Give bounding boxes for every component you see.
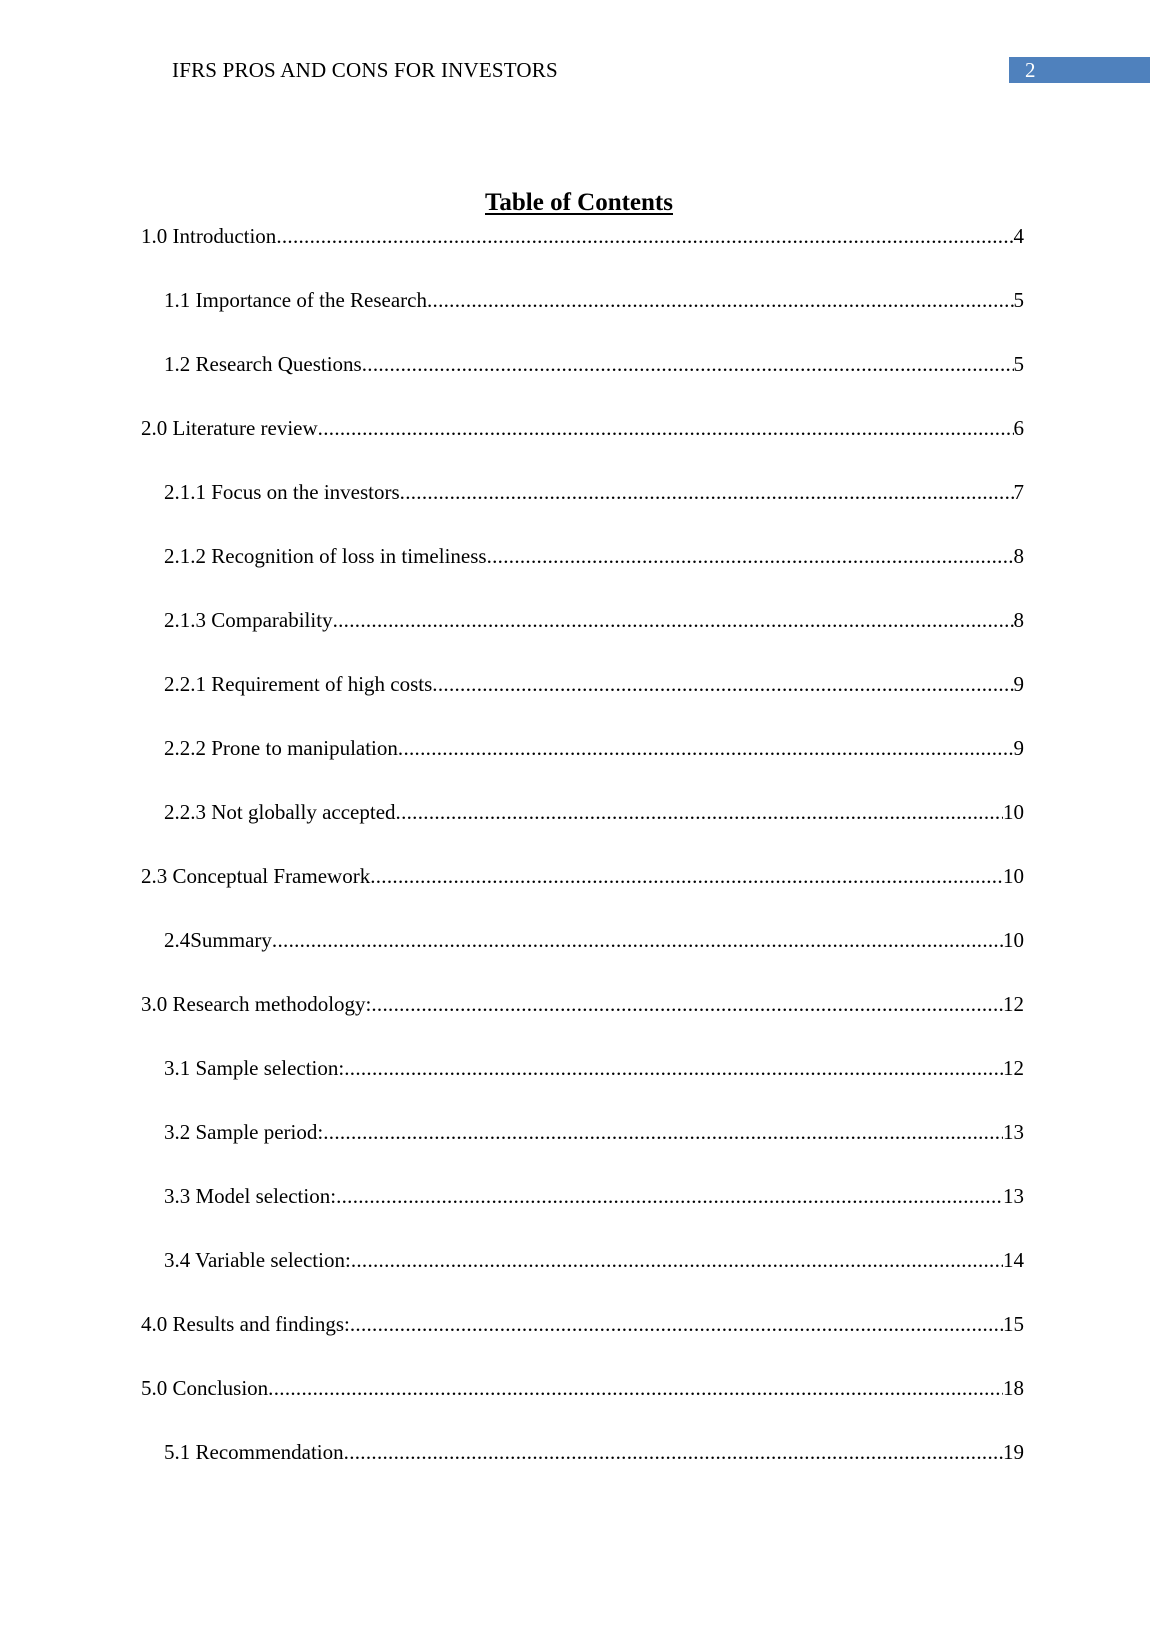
toc-entry-label: 2.4Summary: [164, 928, 272, 952]
toc-entry-page-number: 12: [1003, 992, 1024, 1016]
toc-entry-row[interactable]: [164, 350, 1024, 378]
toc-entry-label: 4.0 Results and findings:: [141, 1312, 350, 1336]
toc-entry-page-number: 10: [1003, 864, 1024, 888]
toc-entry-row[interactable]: [164, 1246, 1024, 1274]
toc-entry[interactable]: [0, 1374, 1158, 1438]
toc-entry[interactable]: [0, 862, 1158, 926]
toc-entry-row[interactable]: [141, 222, 1024, 250]
toc-entry-page-number: 19: [1003, 1440, 1024, 1464]
toc-entry-row[interactable]: [141, 990, 1024, 1018]
toc-entry-label: 3.1 Sample selection:: [164, 1056, 345, 1080]
toc-entry[interactable]: [0, 542, 1158, 606]
page-number-badge: [1009, 57, 1150, 83]
toc-entry-page-number: 18: [1003, 1376, 1024, 1400]
toc-entry[interactable]: [0, 734, 1158, 798]
toc-entry-row[interactable]: [141, 1374, 1024, 1402]
toc-dot-leader: [333, 606, 1014, 634]
toc-entry-row[interactable]: [164, 670, 1024, 698]
toc-entry-label: 1.1 Importance of the Research: [164, 288, 427, 312]
toc-entry[interactable]: [0, 478, 1158, 542]
toc-entry-page-number: 9: [1013, 736, 1024, 760]
toc-entry-row[interactable]: [164, 606, 1024, 634]
toc-dot-leader: [362, 350, 1014, 378]
toc-entry-label: 3.0 Research methodology:: [141, 992, 372, 1016]
toc-dot-leader: [336, 1182, 1003, 1210]
toc-dot-leader: [268, 1374, 1003, 1402]
toc-entry-label: 2.2.3 Not globally accepted: [164, 800, 396, 824]
toc-entry[interactable]: [0, 798, 1158, 862]
toc-dot-leader: [371, 990, 1003, 1018]
toc-entry-row[interactable]: [164, 286, 1024, 314]
toc-entry-row[interactable]: [141, 1310, 1024, 1338]
toc-entry-page-number: 15: [1003, 1312, 1024, 1336]
toc-entry-row[interactable]: [164, 926, 1024, 954]
toc-entry-label: 5.0 Conclusion: [141, 1376, 269, 1400]
toc-entry-page-number: 9: [1013, 672, 1024, 696]
toc-entry-row[interactable]: [141, 862, 1024, 890]
toc-entry-page-number: 14: [1003, 1248, 1024, 1272]
toc-entry[interactable]: [0, 1054, 1158, 1118]
toc-entry-page-number: 5: [1013, 352, 1024, 376]
toc-entry-row[interactable]: [164, 1054, 1024, 1082]
toc-entry-label: 2.2.2 Prone to manipulation: [164, 736, 398, 760]
running-head: IFRS PROS AND CONS FOR INVESTORS: [172, 58, 558, 82]
toc-entry[interactable]: [0, 606, 1158, 670]
toc-entry-label: 2.3 Conceptual Framework: [141, 864, 371, 888]
toc-entry-page-number: 7: [1013, 480, 1024, 504]
toc-dot-leader: [344, 1054, 1003, 1082]
toc-dot-leader: [400, 478, 1014, 506]
toc-entry[interactable]: [0, 1182, 1158, 1246]
toc-dot-leader: [318, 414, 1014, 442]
page-number: 2: [1025, 58, 1036, 82]
toc-dot-leader: [396, 798, 1003, 826]
toc-entry[interactable]: [0, 1118, 1158, 1182]
toc-entry-page-number: 8: [1013, 544, 1024, 568]
toc-entry[interactable]: [0, 1310, 1158, 1374]
toc-list: [0, 222, 1158, 1502]
toc-entry-row[interactable]: [164, 478, 1024, 506]
toc-entry[interactable]: [0, 670, 1158, 734]
toc-title: [0, 187, 1158, 219]
toc-dot-leader: [323, 1118, 1003, 1146]
toc-entry-label: 1.0 Introduction: [141, 224, 277, 248]
toc-dot-leader: [427, 286, 1014, 314]
toc-entry-page-number: 13: [1003, 1184, 1024, 1208]
toc-dot-leader: [344, 1438, 1003, 1466]
toc-entry[interactable]: [0, 1438, 1158, 1502]
toc-entry-label: 2.0 Literature review: [141, 416, 318, 440]
toc-entry[interactable]: [0, 350, 1158, 414]
toc-entry[interactable]: [0, 990, 1158, 1054]
page-header: [0, 0, 1158, 100]
toc-dot-leader: [487, 542, 1014, 570]
toc-dot-leader: [272, 926, 1003, 954]
toc-entry-page-number: 10: [1003, 800, 1024, 824]
toc-entry-label: 3.3 Model selection:: [164, 1184, 337, 1208]
toc-entry-page-number: 6: [1013, 416, 1024, 440]
toc-entry[interactable]: [0, 414, 1158, 478]
toc-entry[interactable]: [0, 286, 1158, 350]
toc-entry-label: 3.2 Sample period:: [164, 1120, 324, 1144]
toc-entry-page-number: 10: [1003, 928, 1024, 952]
toc-entry[interactable]: [0, 222, 1158, 286]
toc-entry-page-number: 5: [1013, 288, 1024, 312]
toc-dot-leader: [398, 734, 1014, 762]
toc-entry-label: 2.1.1 Focus on the investors: [164, 480, 400, 504]
toc-entry-row[interactable]: [164, 798, 1024, 826]
toc-dot-leader: [350, 1310, 1003, 1338]
toc-entry-label: 2.1.3 Comparability: [164, 608, 333, 632]
toc-entry-page-number: 12: [1003, 1056, 1024, 1080]
toc-entry-label: 2.1.2 Recognition of loss in timeliness: [164, 544, 487, 568]
toc-entry-row[interactable]: [164, 542, 1024, 570]
toc-entry-label: 1.2 Research Questions: [164, 352, 362, 376]
toc-entry-row[interactable]: [164, 1438, 1024, 1466]
toc-entry-label: 2.2.1 Requirement of high costs: [164, 672, 433, 696]
toc-entry-row[interactable]: [164, 734, 1024, 762]
toc-entry-row[interactable]: [164, 1182, 1024, 1210]
toc-entry[interactable]: [0, 926, 1158, 990]
toc-entry[interactable]: [0, 1246, 1158, 1310]
toc-dot-leader: [351, 1246, 1003, 1274]
toc-entry-page-number: 8: [1013, 608, 1024, 632]
toc-entry-label: 5.1 Recommendation: [164, 1440, 344, 1464]
toc-dot-leader: [432, 670, 1013, 698]
toc-entry-row[interactable]: [141, 414, 1024, 442]
toc-entry-row[interactable]: [164, 1118, 1024, 1146]
toc-entry-page-number: 4: [1013, 224, 1024, 248]
toc-entry-page-number: 13: [1003, 1120, 1024, 1144]
toc-dot-leader: [276, 222, 1013, 250]
toc-title-text: Table of Contents: [485, 189, 673, 216]
toc-dot-leader: [370, 862, 1003, 890]
toc-entry-label: 3.4 Variable selection:: [164, 1248, 351, 1272]
